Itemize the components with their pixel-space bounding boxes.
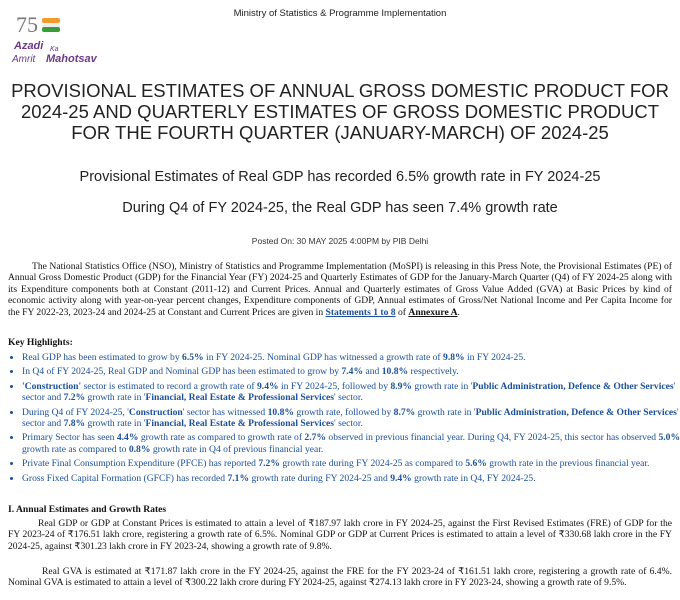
highlight-text: growth rate in Q4 of previous financial year. <box>150 443 324 455</box>
highlight-text: growth rate during FY 2024-25 and <box>249 472 391 484</box>
highlights-list <box>8 352 680 487</box>
highlight-text: growth rate, followed by <box>294 406 394 418</box>
highlight-text: respectively. <box>408 366 459 378</box>
highlight-text: Primary Sector has seen <box>22 432 117 444</box>
highlight-item <box>22 473 680 484</box>
logo-seventy-five: 75 <box>16 12 38 37</box>
highlight-value: 5.6% <box>465 458 487 470</box>
highlight-value: 7.1% <box>227 472 250 484</box>
subtitle-annual-growth: Provisional Estimates of Real GDP has recorded 6.5% growth rate in FY 2024-25 <box>79 169 601 185</box>
highlight-value: 7.2% <box>63 392 86 404</box>
key-highlights-heading: Key Highlights: <box>8 337 73 348</box>
highlight-text: ' sector has witnessed <box>182 406 268 418</box>
highlight-text: ' sector. <box>333 392 363 404</box>
highlight-item <box>22 352 680 363</box>
highlight-item <box>22 407 680 430</box>
highlight-text: Gross Fixed Capital Formation (GFCF) has recorded <box>22 472 228 484</box>
highlight-value: 2.7% <box>304 432 327 444</box>
highlight-sector: Financial, Real Estate & Professional Services <box>145 392 334 404</box>
azadi-ka-amrit-mahotsav-logo <box>6 10 98 68</box>
highlight-value: 9.4% <box>257 380 279 392</box>
highlight-sector: Public Administration, Defence & Other Services <box>475 406 677 418</box>
highlight-text: growth rate in Q4, FY 2024-25. <box>411 472 536 484</box>
logo-amrit: Amrit <box>12 54 36 65</box>
highlight-value: 9.4% <box>390 472 412 484</box>
section-heading-annual-estimates: I. Annual Estimates and Growth Rates <box>8 504 167 515</box>
posted-on: Posted On: 30 MAY 2025 4:00PM by PIB Delhi <box>251 236 429 246</box>
highlight-text: growth rate in ' <box>85 418 146 430</box>
highlight-value: 8.7% <box>393 406 416 418</box>
highlight-value: 'Construction' <box>22 380 82 392</box>
highlight-value: 10.8% <box>267 406 294 418</box>
highlight-item <box>22 366 680 377</box>
highlight-text: growth rate as compared to <box>22 443 129 455</box>
highlight-text: Private Final Consumption Expenditure (PFCE) has reported <box>22 458 259 470</box>
logo-mahotsav: Mahotsav <box>46 53 97 65</box>
intro-text: The National Statistics Office (NSO), Ministry of Statistics and Programme Implementation (MoSPI) is releasing in this Press Note, the Provisional Estimates (PE) of Annual Gross Domestic Product (GDP) for the Financial Year (FY) 2024-25 and Quarterly Estimates of GDP for the January-March Quarter (Q4) of FY 2024-25 along with its Expenditure components both at Constant (2011-12) and Current Prices. Annual and Quarterly estimates of Gross Value Added (GVA) at Basic Prices by kind of economic activity along with year-on-year percent changes, Expenditure components of GDP, Annual estimates of Gross/Net National Income and Per Capita Income for the FY 2022-23, 2023-24 and 2024-25 at Constant and Current Prices are given in <box>8 261 672 318</box>
highlight-text: ' sector. <box>333 418 363 430</box>
highlight-text: ' sector and <box>22 406 679 430</box>
logo-azadi: Azadi <box>14 40 44 52</box>
annexure-a-label: Annexure A <box>408 306 458 318</box>
highlight-value: 7.8% <box>63 418 86 430</box>
highlight-value: 9.8% <box>443 352 465 363</box>
highlight-value: 4.4% <box>116 432 139 444</box>
highlight-text: growth rate in the previous financial year. <box>486 458 650 470</box>
intro-end: . <box>457 306 460 318</box>
highlight-text: ' sector and <box>22 380 676 404</box>
annual-gva-paragraph: Real GVA is estimated at ₹171.87 lakh crore in the FY 2024-25, against the FRE for the FY 2023-24 of ₹161.51 lakh crore, registering a growth rate of 6.4%. Nominal GVA is estimated to attain a level of ₹300.22 lakh crore during FY 2024-25, against ₹274.13 lakh crore in FY 2023-24, showing a growth rate of 9.5%. <box>8 566 672 589</box>
intro-mid: of <box>395 306 409 318</box>
highlight-text: growth rate in ' <box>412 380 473 392</box>
subtitle-q4-growth: During Q4 of FY 2024-25, the Real GDP has seen 7.4% growth rate <box>122 200 558 216</box>
highlight-value: 7.4% <box>341 366 364 378</box>
highlight-text: in FY 2024-25, followed by <box>278 380 391 392</box>
logo-ka: Ka <box>50 46 59 53</box>
highlight-sector: Public Administration, Defence & Other Services <box>472 380 674 392</box>
annual-gdp-paragraph: Real GDP or GDP at Constant Prices is estimated to attain a level of ₹187.97 lakh crore in FY 2024-25, against the First Revised Estimates (FRE) of GDP for the FY 2023-24 of ₹176.51 lakh crore, registering a growth rate of 6.5%. Nominal GDP or GDP at Current Prices is estimated to attain a level of ₹330.68 lakh crore in the FY 2024-25, against ₹301.23 lakh crore in FY 2023-24, showing a growth rate of 9.8%. <box>8 518 672 552</box>
intro-paragraph <box>8 261 672 318</box>
highlight-item <box>22 381 680 404</box>
highlight-item <box>22 432 680 455</box>
highlight-text: growth rate as compared to growth rate of <box>138 432 305 444</box>
highlight-text: In Q4 of FY 2024-25, Real GDP and Nominal GDP has been estimated to grow by <box>22 366 342 378</box>
highlight-value: 5.0% <box>658 432 680 444</box>
highlight-text: in FY 2024-25. <box>464 352 526 363</box>
highlight-value: 0.8% <box>128 443 151 455</box>
statements-link[interactable]: Statements 1 to 8 <box>325 306 396 318</box>
highlight-text: and <box>363 366 382 378</box>
highlight-text: observed in previous financial year. During Q4, FY 2024-25, this sector has observed <box>326 432 659 444</box>
ministry-name: Ministry of Statistics & Programme Implementation <box>233 8 447 19</box>
highlight-value: 6.5% <box>182 352 204 363</box>
highlight-text: sector is estimated to record a growth rate of <box>81 380 257 392</box>
highlight-text: in FY 2024-25. Nominal GDP has witnessed a growth rate of <box>203 352 444 363</box>
highlight-text: Real GDP has been estimated to grow by <box>22 352 183 363</box>
highlight-sector: Construction <box>128 406 183 418</box>
highlight-item <box>22 458 680 469</box>
highlight-value: 10.8% <box>381 366 409 378</box>
highlight-text: growth rate in ' <box>85 392 146 404</box>
press-release-title: PROVISIONAL ESTIMATES OF ANNUAL GROSS DOMESTIC PRODUCT FOR 2024-25 AND QUARTERLY ESTIMATES OF GROSS DOMESTIC PRODUCT FOR THE FOURTH QUARTER (JANUARY-MARCH) OF 2024-25 <box>11 80 669 143</box>
highlight-value: 7.2% <box>258 458 280 470</box>
highlight-sector: Financial, Real Estate & Professional Services <box>145 418 334 430</box>
flag-green-stripe <box>42 27 60 32</box>
highlight-value: 8.9% <box>390 380 413 392</box>
highlight-text: growth rate during FY 2024-25 as compared to <box>279 458 466 470</box>
highlight-text: growth rate in ' <box>415 406 476 418</box>
highlight-text: During Q4 of FY 2024-25, ' <box>22 406 129 418</box>
